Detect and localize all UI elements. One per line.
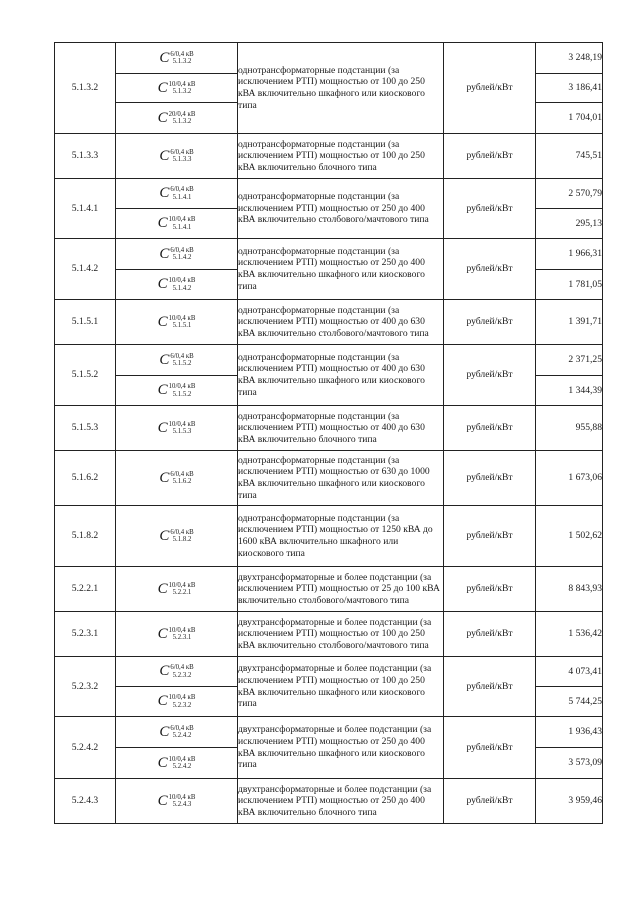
rate-symbol-index: 5.1.5.2	[172, 390, 192, 398]
unit-of-measure: рублей/кВт	[444, 300, 536, 345]
unit-of-measure: рублей/кВт	[444, 239, 536, 300]
rate-symbol-formula	[159, 353, 193, 368]
rate-symbol	[116, 612, 238, 657]
rate-value: 3 186,41	[536, 74, 603, 103]
rate-symbol-formula	[159, 51, 193, 66]
rate-symbol-formula	[158, 216, 196, 231]
rate-symbol-index: 5.1.3.2	[172, 118, 192, 125]
rate-symbol-voltage: 10/0,4 кВ	[168, 420, 196, 428]
item-number: 5.1.5.3	[55, 406, 116, 451]
rate-symbol-letter: C	[159, 351, 170, 368]
table-row	[55, 134, 603, 179]
rate-symbol-index: 5.2.3.1	[172, 634, 192, 641]
rate-symbol	[116, 43, 238, 74]
rate-symbol-formula	[158, 421, 196, 436]
table-row	[55, 43, 603, 74]
item-number: 5.1.4.1	[55, 179, 116, 239]
table-row	[55, 657, 603, 687]
unit-of-measure: рублей/кВт	[444, 451, 536, 506]
unit-of-measure: рублей/кВт	[444, 567, 536, 612]
rate-symbol-voltage: 10/0,4 кВ	[168, 694, 196, 702]
rate-symbol	[116, 451, 238, 506]
rate-symbol	[116, 748, 238, 779]
rate-symbol-voltage: 6/0,4 кВ	[170, 50, 194, 58]
table-row	[55, 612, 603, 657]
item-number: 5.2.3.1	[55, 612, 116, 657]
rate-symbol	[116, 567, 238, 612]
rate-symbol-voltage: 10/0,4 кВ	[168, 80, 196, 88]
rate-symbol-letter: C	[157, 580, 168, 597]
unit-of-measure: рублей/кВт	[444, 506, 536, 567]
rate-symbol-formula	[158, 315, 196, 330]
rate-value: 1 344,39	[536, 376, 603, 406]
rate-symbol	[116, 506, 238, 567]
item-description: однотрансформаторные подстанции (за исключением РТП) мощностью от 400 до 630 кВА включительно столбового/мачтового типа	[238, 300, 444, 345]
rate-symbol-formula	[158, 81, 196, 96]
item-number: 5.2.4.3	[55, 779, 116, 824]
rate-symbol-letter: C	[159, 527, 170, 544]
unit-of-measure: рублей/кВт	[444, 779, 536, 824]
rate-symbol-letter: C	[157, 754, 168, 771]
rate-value: 745,51	[536, 134, 603, 179]
rate-symbol-formula	[159, 247, 193, 262]
item-description: однотрансформаторные подстанции (за исключением РТП) мощностью от 630 до 1000 кВА включительно шкафного или киоскового типа	[238, 451, 444, 506]
item-number: 5.2.3.2	[55, 657, 116, 717]
rate-symbol-voltage: 10/0,4 кВ	[168, 314, 196, 322]
item-description: однотрансформаторные подстанции (за исключением РТП) мощностью от 250 до 400 кВА включительно шкафного или киоскового типа	[238, 239, 444, 300]
item-description: двухтрансформаторные и более подстанции (за исключением РТП) мощностью от 25 до 100 кВА включительно столбового/мачтового типа	[238, 567, 444, 612]
rate-symbol-index: 5.1.3.3	[172, 156, 192, 163]
item-number: 5.1.6.2	[55, 451, 116, 506]
table-row	[55, 406, 603, 451]
rate-symbol	[116, 657, 238, 687]
rate-value: 1 781,05	[536, 270, 603, 300]
unit-of-measure: рублей/кВт	[444, 179, 536, 239]
rate-symbol-formula	[159, 529, 193, 544]
item-description: двухтрансформаторные и более подстанции (за исключением РТП) мощностью от 100 до 250 кВА включительно столбового/мачтового типа	[238, 612, 444, 657]
rate-symbol-letter: C	[159, 49, 170, 66]
rate-symbol-letter: C	[159, 147, 170, 164]
rate-symbol-voltage: 6/0,4 кВ	[170, 352, 194, 360]
rate-symbol-formula	[158, 627, 196, 642]
rate-symbol-formula	[158, 756, 196, 771]
rate-symbol-voltage: 6/0,4 кВ	[170, 528, 194, 536]
rate-symbol-index: 5.1.6.2	[172, 478, 192, 485]
rate-symbol-voltage: 6/0,4 кВ	[170, 246, 194, 254]
rate-symbol	[116, 687, 238, 717]
item-description: однотрансформаторные подстанции (за исключением РТП) мощностью от 100 до 250 кВА включительно блочного типа	[238, 134, 444, 179]
item-number: 5.1.4.2	[55, 239, 116, 300]
rate-symbol-letter: C	[157, 382, 168, 398]
table-row	[55, 717, 603, 748]
rate-symbol-index: 5.1.4.1	[172, 223, 192, 231]
rate-symbol-index: 5.1.5.2	[172, 360, 192, 367]
rate-symbol-letter: C	[157, 79, 168, 96]
rate-symbol-voltage: 10/0,4 кВ	[168, 216, 196, 224]
rate-value: 295,13	[536, 209, 603, 239]
unit-of-measure: рублей/кВт	[444, 406, 536, 451]
rate-symbol-letter: C	[159, 663, 170, 679]
rate-symbol	[116, 134, 238, 179]
table-row	[55, 506, 603, 567]
rate-symbol-voltage: 10/0,4 кВ	[168, 581, 196, 589]
rate-symbol-voltage: 6/0,4 кВ	[170, 664, 194, 672]
rate-symbol-voltage: 10/0,4 кВ	[168, 626, 196, 634]
rate-symbol-formula	[159, 471, 193, 486]
rate-symbol-letter: C	[159, 723, 170, 740]
item-description: двухтрансформаторные и более подстанции (за исключением РТП) мощностью от 250 до 400 кВА включительно блочного типа	[238, 779, 444, 824]
table-row	[55, 567, 603, 612]
rate-symbol-letter: C	[157, 215, 168, 231]
item-number: 5.2.4.2	[55, 717, 116, 779]
rate-symbol-formula	[158, 383, 196, 398]
rate-symbol-index: 5.1.4.1	[172, 193, 192, 201]
rate-symbol-index: 5.1.5.3	[172, 428, 192, 435]
rate-symbol-letter: C	[157, 625, 168, 642]
table-row	[55, 779, 603, 824]
rate-symbol	[116, 74, 238, 103]
rate-symbol-letter: C	[159, 469, 170, 486]
table-row	[55, 345, 603, 376]
rate-symbol-voltage: 6/0,4 кВ	[170, 724, 194, 732]
rate-value: 4 073,41	[536, 657, 603, 687]
rate-symbol	[116, 345, 238, 376]
item-number: 5.1.3.2	[55, 43, 116, 134]
rate-value: 2 570,79	[536, 179, 603, 209]
item-number: 5.1.3.3	[55, 134, 116, 179]
rate-symbol	[116, 300, 238, 345]
table-row	[55, 300, 603, 345]
rate-symbol-letter: C	[157, 276, 168, 292]
rate-symbol-letter: C	[157, 792, 168, 809]
rate-symbol	[116, 239, 238, 270]
item-description: однотрансформаторные подстанции (за исключением РТП) мощностью от 400 до 630 кВА включительно блочного типа	[238, 406, 444, 451]
rate-value: 1 704,01	[536, 103, 603, 134]
tariff-table-body	[55, 43, 603, 824]
rate-symbol-voltage: 6/0,4 кВ	[170, 470, 194, 478]
item-number: 5.1.5.2	[55, 345, 116, 406]
rate-symbol	[116, 270, 238, 300]
rate-value: 3 959,46	[536, 779, 603, 824]
rate-value: 1 673,06	[536, 451, 603, 506]
rate-symbol-voltage: 10/0,4 кВ	[168, 383, 196, 391]
rate-symbol-index: 5.2.4.3	[172, 801, 192, 808]
rate-symbol-index: 5.2.3.2	[172, 701, 192, 709]
item-description: двухтрансформаторные и более подстанции (за исключением РТП) мощностью от 100 до 250 кВА включительно шкафного или киоскового типа	[238, 657, 444, 717]
unit-of-measure: рублей/кВт	[444, 657, 536, 717]
rate-value: 1 391,71	[536, 300, 603, 345]
rate-symbol	[116, 406, 238, 451]
rate-symbol-index: 5.2.4.2	[172, 732, 192, 739]
rate-symbol-letter: C	[157, 419, 168, 436]
rate-symbol-formula	[158, 694, 196, 709]
rate-symbol-formula	[159, 149, 193, 164]
rate-symbol-index: 5.2.3.2	[172, 671, 192, 679]
rate-value: 1 936,43	[536, 717, 603, 748]
rate-symbol-index: 5.1.5.1	[172, 322, 192, 329]
table-row	[55, 451, 603, 506]
rate-value: 1 502,62	[536, 506, 603, 567]
rate-symbol-index: 5.2.4.2	[172, 763, 192, 770]
rate-value: 3 248,19	[536, 43, 603, 74]
rate-symbol-letter: C	[157, 109, 168, 126]
rate-value: 2 371,25	[536, 345, 603, 376]
rate-value: 1 536,42	[536, 612, 603, 657]
tariff-table	[54, 42, 603, 824]
rate-symbol	[116, 376, 238, 406]
unit-of-measure: рублей/кВт	[444, 345, 536, 406]
item-description: однотрансформаторные подстанции (за исключением РТП) мощностью от 100 до 250 кВА включительно шкафного или киоскового типа	[238, 43, 444, 134]
rate-symbol-voltage: 6/0,4 кВ	[170, 186, 194, 194]
rate-symbol-letter: C	[157, 693, 168, 709]
unit-of-measure: рублей/кВт	[444, 717, 536, 779]
rate-symbol-index: 5.1.3.2	[172, 88, 192, 95]
rate-symbol-voltage: 10/0,4 кВ	[168, 755, 196, 763]
rate-symbol-voltage: 20/0,4 кВ	[168, 110, 196, 118]
rate-symbol	[116, 103, 238, 134]
rate-symbol-index: 5.1.3.2	[172, 58, 192, 65]
item-description: однотрансформаторные подстанции (за исключением РТП) мощностью от 400 до 630 кВА включительно шкафного или киоскового типа	[238, 345, 444, 406]
unit-of-measure: рублей/кВт	[444, 134, 536, 179]
item-number: 5.1.5.1	[55, 300, 116, 345]
rate-value: 5 744,25	[536, 687, 603, 717]
unit-of-measure: рублей/кВт	[444, 612, 536, 657]
rate-value: 955,88	[536, 406, 603, 451]
item-number: 5.2.2.1	[55, 567, 116, 612]
rate-symbol-index: 5.1.8.2	[172, 536, 192, 543]
rate-symbol-formula	[158, 277, 196, 292]
rate-symbol-voltage: 10/0,4 кВ	[168, 277, 196, 285]
rate-symbol-letter: C	[159, 185, 170, 201]
rate-symbol-formula	[158, 111, 196, 126]
rate-symbol-voltage: 10/0,4 кВ	[168, 793, 196, 801]
rate-symbol-formula	[159, 664, 193, 679]
rate-symbol-letter: C	[157, 313, 168, 330]
rate-symbol-index: 5.2.2.1	[172, 589, 192, 596]
rate-value: 8 843,93	[536, 567, 603, 612]
rate-symbol-voltage: 6/0,4 кВ	[170, 148, 194, 156]
rate-symbol-index: 5.1.4.2	[172, 254, 192, 261]
rate-symbol	[116, 779, 238, 824]
item-description: однотрансформаторные подстанции (за исключением РТП) мощностью от 250 до 400 кВА включительно столбового/мачтового типа	[238, 179, 444, 239]
rate-symbol-index: 5.1.4.2	[172, 284, 192, 292]
rate-symbol	[116, 717, 238, 748]
rate-symbol	[116, 179, 238, 209]
item-description: однотрансформаторные подстанции (за исключением РТП) мощностью от 1250 кВА до 1600 кВА включительно шкафного или киоскового типа	[238, 506, 444, 567]
item-description: двухтрансформаторные и более подстанции (за исключением РТП) мощностью от 250 до 400 кВА включительно шкафного или киоскового типа	[238, 717, 444, 779]
rate-symbol-formula	[158, 794, 196, 809]
unit-of-measure: рублей/кВт	[444, 43, 536, 134]
item-number: 5.1.8.2	[55, 506, 116, 567]
rate-symbol-letter: C	[159, 245, 170, 262]
rate-symbol-formula	[159, 186, 193, 201]
rate-symbol-formula	[158, 582, 196, 597]
table-row	[55, 179, 603, 209]
rate-symbol-formula	[159, 725, 193, 740]
rate-value: 3 573,09	[536, 748, 603, 779]
rate-symbol	[116, 209, 238, 239]
rate-value: 1 966,31	[536, 239, 603, 270]
table-row	[55, 239, 603, 270]
